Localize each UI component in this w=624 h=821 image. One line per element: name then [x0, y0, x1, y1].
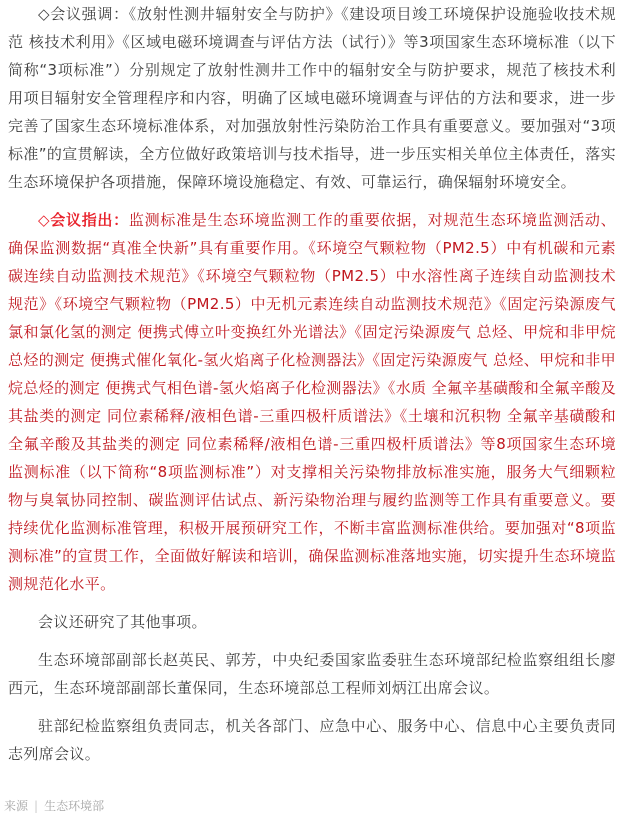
source-separator: | [34, 799, 39, 813]
paragraph-monitoring-standards [8, 206, 616, 598]
source-name: 生态环境部 [44, 799, 105, 813]
paragraph-observers: 驻部纪检监察组负责同志，机关各部门、应急中心、服务中心、信息中心主要负责同志列席会议。 [8, 717, 616, 763]
meeting-noted-lead: ◇会议指出： [38, 211, 129, 229]
paragraph-gap [8, 636, 616, 646]
paragraph-gap [8, 598, 616, 608]
article-body [8, 0, 616, 768]
monitoring-standards-text: 监测标准是生态环境监测工作的重要依据，对规范生态环境监测活动、确保监测数据“真准全快新”具有重要作用。《环境空气颗粒物（PM2.5）中有机碳和元素碳连续自动监测技术规范》《环境空气颗粒物（PM2.5）中水溶性离子连续自动监测技术规范》《环境空气颗粒物（PM2.5）中无机元素连续自动监测技术规范》《固定污染源废气 氯和氯化氢的测定 便携式傅立叶变换红外光谱法》《固定污染源废气 总烃、甲烷和非甲烷总烃的测定 便携式催化氧化-氢火焰离子化检测器法》《固定污染源废气 总烃、甲烷和非甲烷总烃的测定 便携式气相色谱-氢火焰离子化检测器法》《水质 全氟辛基磺酸和全氟辛酸及其盐类的测定 同位素稀释/液相色谱-三重四极杆质谱法》《土壤和沉积物 全氟辛基磺酸和全氟辛酸及其盐类的测定 同位素稀释/液相色谱-三重四极杆质谱法》等8项国家生态环境监测标准（以下简称“8项监测标准”）对支撑相关污染物排放标准实施，服务大气细颗粒物与臭氧协同控制、碳监测评估试点、新污染物治理与履约监测等工作具有重要意义。要持续优化监测标准管理，积极开展预研究工作，不断丰富监测标准供给。要加强对“8项监测标准”的宣贯工作，全面做好解读和培训，确保监测标准落地实施，切实提升生态环境监测规范化水平。 [8, 211, 616, 593]
paragraph-gap [8, 702, 616, 712]
article-source [4, 797, 104, 814]
source-label: 来源 [4, 799, 29, 813]
paragraph-other-matters: 会议还研究了其他事项。 [38, 613, 207, 631]
paragraph-gap [8, 196, 616, 206]
paragraph-attendees: 生态环境部副部长赵英民、郭芳，中央纪委国家监委驻生态环境部纪检监察组组长廖西元，生态环境部副部长董保同，生态环境部总工程师刘炳江出席会议。 [8, 651, 616, 697]
paragraph-standards-emphasis: ◇会议强调：《放射性测井辐射安全与防护》《建设项目竣工环境保护设施验收技术规范 核技术利用》《区域电磁环境调查与评估方法（试行）》等3项国家生态环境标准（以下简称“3项标准”）分别规定了放射性测井工作中的辐射安全与防护要求，规范了核技术利用项目辐射安全管理程序和内容，明确了区域电磁环境调查与评估的方法和要求，进一步完善了国家生态环境标准体系，对加强放射性污染防治工作具有重要意义。要加强对“3项标准”的宣贯解读，全方位做好政策培训与技术指导，进一步压实相关单位主体责任，落实生态环境保护各项措施，保障环境设施稳定、有效、可靠运行，确保辐射环境安全。 [8, 5, 616, 191]
